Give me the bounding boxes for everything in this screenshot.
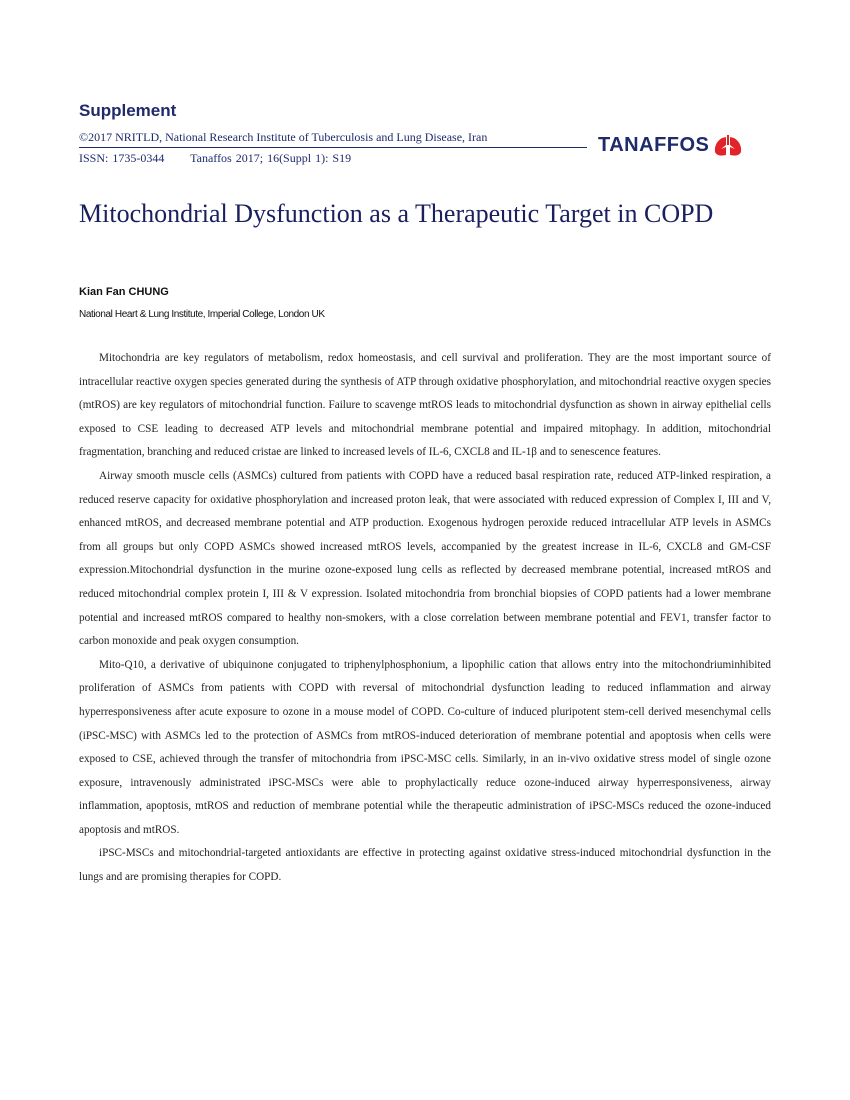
paragraph: iPSC-MSCs and mitochondrial-targeted antioxidants are effective in protecting against oxidative stress-induced mitochondrial dysfunction in the lungs and are promising therapies for COPD. (79, 847, 771, 884)
header-divider (79, 147, 587, 148)
author: Kian Fan CHUNG (79, 286, 169, 298)
paragraph: Airway smooth muscle cells (ASMCs) cultured from patients with COPD have a reduced basal respiration rate, reduced ATP-linked respiration, a reduced reserve capacity for oxidative phosphorylation and increased proton leak, that were associated with reduced expression of Complex I, III and V, enhanced mtROS, and decreased membrane potential and ATP production. Exogenous hydrogen peroxide reduced intracellular ATP levels in ASMCs from all groups but only COPD ASMCs showed increased mtROS levels, accompanied by the greatest increase in IL-6, CXCL8 and GM-CSF expression.Mitochondrial dysfunction in the murine ozone-exposed lung cells as reflected by decreased membrane potential, increased mtROS and reduced mitochondrial complex protein I, III & V expression. Isolated mitochondria from bronchial biopsies of COPD patients had a lower membrane potential and increased mtROS compared to healthy non-smokers, with a close correlation between membrane potential and FEV1, transfer factor to carbon monoxide and peak oxygen consumption. (79, 469, 771, 648)
paragraph: Mito-Q10, a derivative of ubiquinone conjugated to triphenylphosphonium, a lipophilic cation that allows entry into the mitochondriuminhibited proliferation of ASMCs from patients with COPD with reversal of mitochondrial dysfunction leading to reduced inflammation and airway hyperresponsiveness after acute exposure to ozone in a mouse model of COPD. Co-culture of induced pluripotent stem-cell derived mesenchymal cells (iPSC-MSC) with ASMCs led to the protection of ASMCs from mtROS-induced deterioration of membrane potential and apoptosis when cells were exposed to CSE, achieved through the transfer of mitochondria from iPSC-MSC cells. Similarly, in an in-vivo oxidative stress model of single ozone exposure, intravenously administrated iPSC-MSCs were able to prophylactically reduce ozone-induced airway hyperresponsiveness, airway inflammation, apoptosis, mtROS and reduction of membrane potential while the therapeutic administration of iPSC-MSCs reduced the ozone-induced apoptosis and mtROS. (79, 658, 771, 836)
paragraph: Mitochondria are key regulators of metabolism, redox homeostasis, and cell survival and proliferation. They are the most important source of intracellular reactive oxygen species generated during the synthesis of ATP through oxidative phosphorylation, and mitochondrial reactive oxygen species (mtROS) are key regulators of mitochondrial function. Failure to scavenge mtROS leads to mitochondrial dysfunction as shown in airway epithelial cells exposed to CSE leading to decreased ATP levels and mitochondrial membrane potential and impaired mitophagy. In addition, mitochondrial fragmentation, branching and reduced cristae are linked to increased levels of IL-6, CXCL8 and IL-1β and to senescence features. (79, 352, 771, 459)
copyright-line: ©2017 NRITLD, National Research Institute of Tuberculosis and Lung Disease, Iran (79, 130, 488, 144)
article-body (79, 347, 771, 890)
citation: Tanaffos 2017; 16(Suppl 1): S19 (190, 151, 352, 165)
logo-text: TANAFFOS (598, 134, 710, 156)
journal-info (79, 151, 373, 166)
affiliation: National Heart & Lung Institute, Imperial College, London UK (79, 309, 325, 320)
article-title: Mitochondrial Dysfunction as a Therapeutic Target in COPD (79, 199, 714, 228)
section-label: Supplement (79, 101, 177, 120)
lungs-icon (713, 135, 743, 157)
journal-logo (598, 134, 743, 157)
issn: ISSN: 1735-0344 (79, 151, 165, 165)
